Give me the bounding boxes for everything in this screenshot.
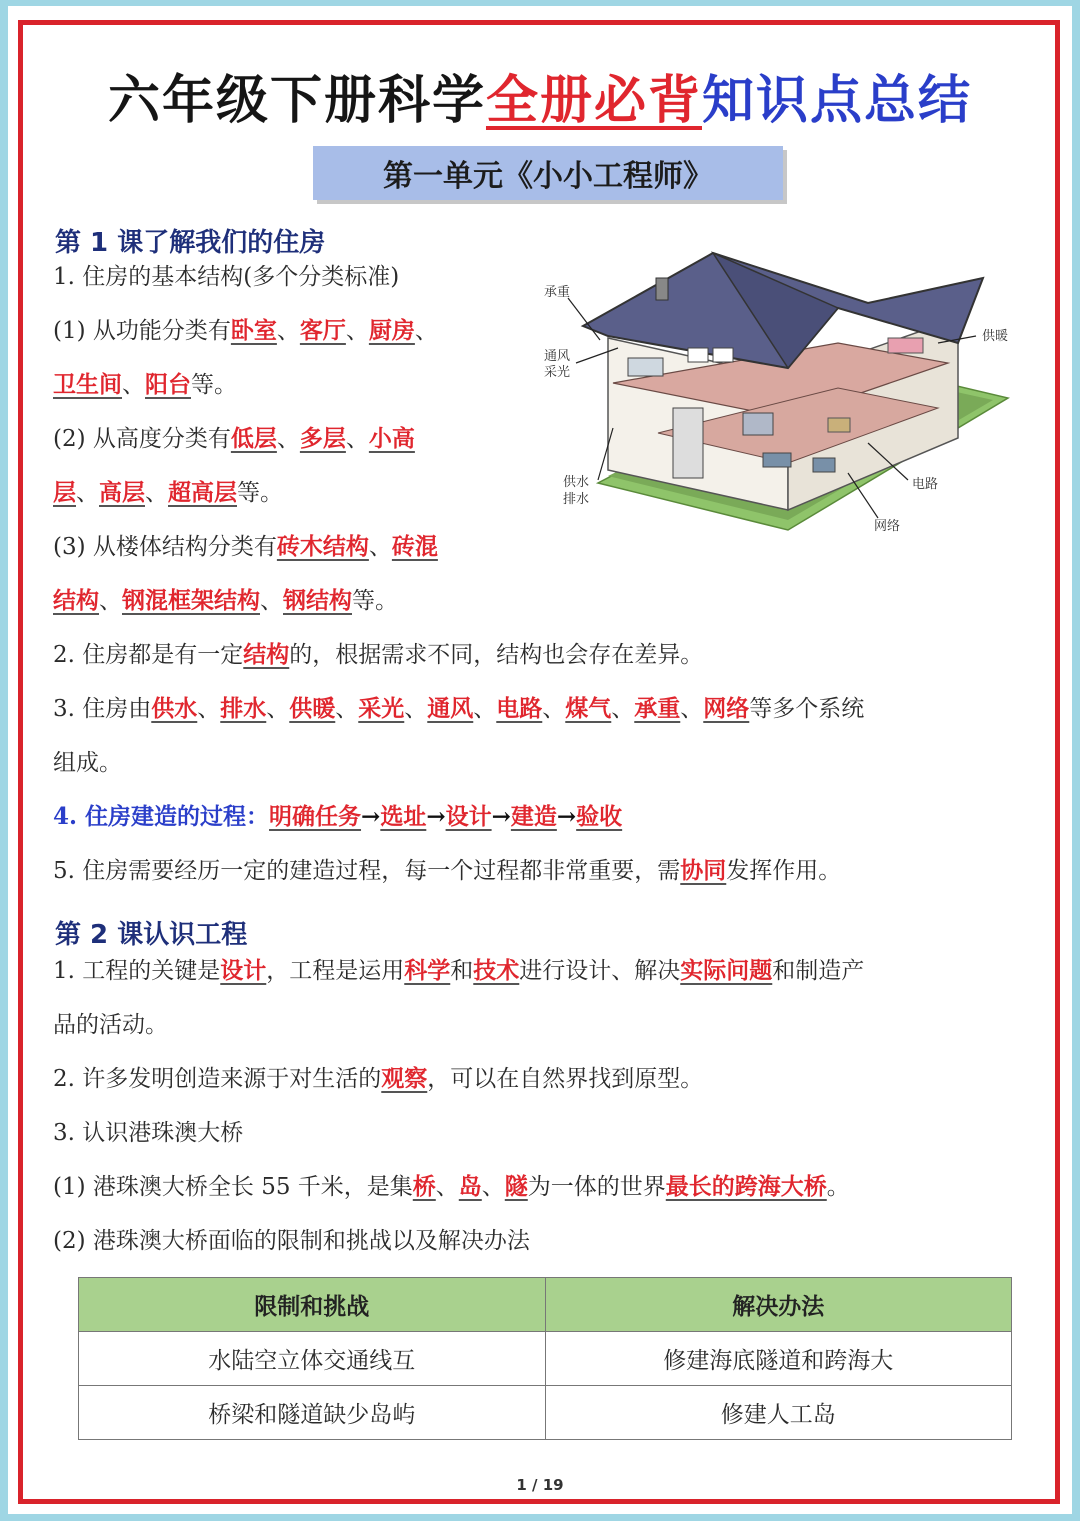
l1-p4: 4. 住房建造的过程：明确任务→选址→设计→建造→验收 [53,803,623,830]
l1-p2: 2. 住房都是有一定结构的，根据需求不同，结构也会存在差异。 [53,641,704,668]
house-label-network: 网络 [874,519,901,534]
l2-p3: 3. 认识港珠澳大桥 [53,1120,244,1146]
l1-p1: 1. 住房的基本结构(多个分类标准) [53,264,400,290]
l2-p2: 2. 许多发明创造来源于对生活的观察，可以在自然界找到原型。 [53,1065,704,1092]
house-label-water-supply: 供水 [563,475,590,490]
l2-p3-2: (2) 港珠澳大桥面临的限制和挑战以及解决办法 [53,1228,530,1254]
l1-p1-1-line1: (1) 从功能分类有卧室、客厅、厨房、 [53,317,438,344]
house-label-light: 采光 [544,365,571,380]
l1-p1-3-line2: 结构、钢混框架结构、钢结构等。 [53,587,398,614]
table-header-challenges: 限制和挑战 [79,1278,546,1332]
lesson1-heading: 第 1 课了解我们的住房 [55,228,326,258]
house-label-circuit: 电路 [912,477,939,492]
table-cell: 修建人工岛 [545,1386,1012,1440]
table-header-solutions: 解决办法 [545,1278,1012,1332]
title-part1: 六年级下册科学 [107,71,486,131]
house-label-vent: 通风 [544,349,571,364]
house-label-heating: 供暖 [982,329,1009,344]
challenges-table [78,1277,1012,1440]
l1-p1-2-line1: (2) 从高度分类有低层、多层、小高 [53,425,415,452]
l2-p1-line1: 1. 工程的关键是设计，工程是运用科学和技术进行设计、解决实际问题和制造产 [53,957,865,984]
table-row [79,1386,1012,1440]
unit-banner: 第一单元《小小工程师》 [313,146,783,200]
l1-p3-line1: 3. 住房由供水、排水、供暖、采光、通风、电路、煤气、承重、网络等多个系统 [53,695,865,722]
table-header-row [79,1278,1012,1332]
table-cell: 桥梁和隧道缺少岛屿 [79,1386,546,1440]
l1-p3-line2: 组成。 [53,750,122,776]
page-title [0,58,1080,133]
table-row [79,1332,1012,1386]
table-cell: 水陆空立体交通线互 [79,1332,546,1386]
l2-p3-1: (1) 港珠澳大桥全长 55 千米，是集桥、岛、隧为一体的世界最长的跨海大桥。 [53,1173,850,1200]
house-cutaway-illustration [538,248,1028,538]
l1-p5: 5. 住房需要经历一定的建造过程，每一个过程都非常重要，需协同发挥作用。 [53,857,842,884]
table-cell: 修建海底隧道和跨海大 [545,1332,1012,1386]
l1-p1-3-line1: (3) 从楼体结构分类有砖木结构、砖混 [53,533,438,560]
house-label-drainage: 排水 [563,492,590,507]
page-number: 1 / 19 [516,1476,564,1494]
l1-p1-2-line2: 层、高层、超高层等。 [53,479,283,506]
lesson2-heading: 第 2 课认识工程 [55,920,248,950]
house-label-load: 承重 [544,285,571,300]
title-part3: 知识点总结 [702,71,973,131]
l1-p1-1-line2: 卫生间、阳台等。 [53,371,237,398]
title-part2: 全册必背 [485,71,702,131]
l2-p1-line2: 品的活动。 [53,1012,168,1038]
